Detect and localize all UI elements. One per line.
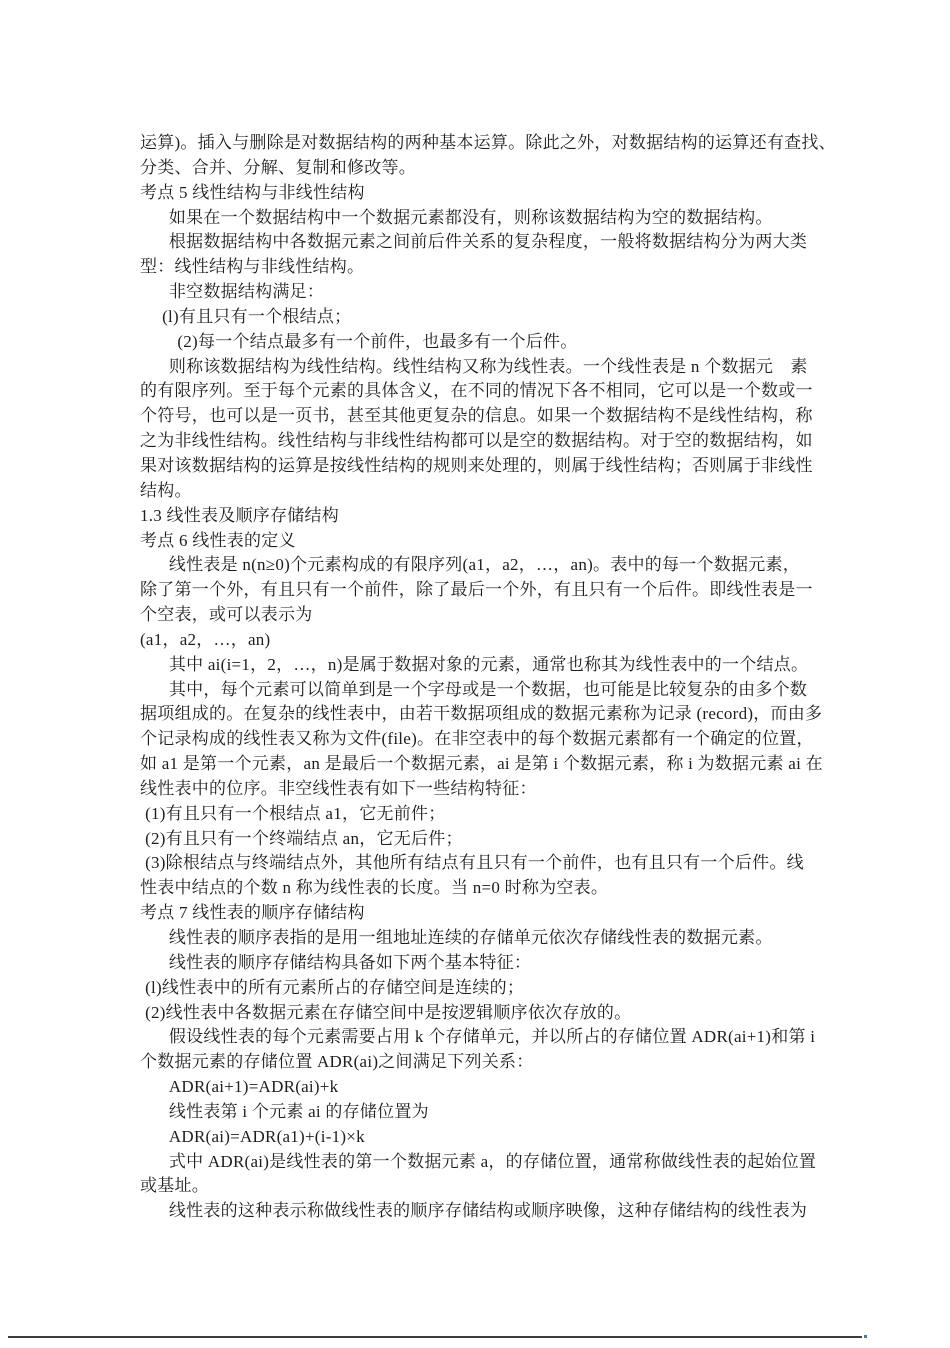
text-line: 考点 5 线性结构与非线性结构 — [140, 182, 365, 202]
text-line: 如 a1 是第一个元素，an 是最后一个数据元素，ai 是第 i 个数据元素，称 i 为数据元素 ai 在 — [140, 754, 823, 774]
text-line: 或基址。 — [140, 1176, 209, 1196]
text-line: 线性表的顺序存储结构具备如下两个基本特征： — [168, 952, 532, 972]
text-line: 性表中结点的个数 n 称为线性表的长度。当 n=0 时称为空表。 — [140, 878, 609, 898]
text-line: 其中，每个元素可以简单到是一个字母或是一个数据，也可能是比较复杂的由多个数 — [168, 679, 808, 699]
text-line: ADR(ai+1)=ADR(ai)+k — [168, 1077, 339, 1097]
text-line: 考点 7 线性表的顺序存储结构 — [140, 903, 365, 923]
text-line: 个记录构成的线性表又称为文件(file)。在非空表中的每个数据元素都有一个确定的位置， — [140, 729, 814, 749]
text-line: 个符号，也可以是一页书，甚至其他更复杂的信息。如果一个数据结构不是线性结构，称 — [140, 406, 813, 426]
footer-rule — [8, 1336, 862, 1338]
text-line: 线性表的顺序表指的是用一组地址连续的存储单元依次存储线性表的数据元素。 — [168, 928, 773, 947]
text-line: 线性表第 i 个元素 ai 的存储位置为 — [168, 1101, 429, 1121]
text-line: 分类、合并、分解、复制和修改等。 — [140, 157, 416, 177]
text-line: (a1，a2，…，an) — [140, 629, 271, 649]
text-line: 线性表是 n(n≥0)个元素构成的有限序列(a1，a2，…，an)。表中的每一个数据元素， — [168, 555, 801, 575]
text-line: (l)线性表中的所有元素所占的存储空间是连续的； — [145, 977, 525, 997]
text-line: (l)有且只有一个根结点； — [162, 306, 352, 326]
text-line: 非空数据结构满足： — [168, 282, 325, 302]
text-line: ADR(ai)=ADR(a1)+(i-1)×k — [168, 1126, 365, 1146]
text-line: 则称该数据结构为线性结构。线性结构又称为线性表。一个线性表是 n 个数据元 素 — [168, 356, 808, 376]
text-line: 考点 6 线性表的定义 — [140, 530, 296, 550]
document-body — [140, 131, 834, 1224]
text-line: 果对该数据结构的运算是按线性结构的规则来处理的，则属于线性结构；否则属于非线性 — [140, 455, 813, 475]
text-line: (2)有且只有一个终端结点 an，它无后件； — [145, 828, 463, 848]
text-line: (1)有且只有一个根结点 a1，它无前件； — [145, 803, 446, 823]
text-line: 据项组成的。在复杂的线性表中，由若干数据项组成的数据元素称为记录 (record)，而由多 — [140, 704, 823, 724]
text-line: 运算)。插入与删除是对数据结构的两种基本运算。除此之外，对数据结构的运算还有查找、 — [140, 133, 836, 152]
text-line: 个空表，或可以表示为 — [140, 605, 313, 625]
text-line: (3)除根结点与终端结点外，其他所有结点有且只有一个前件，也有且只有一个后件。线 — [145, 853, 804, 873]
text-line: 如果在一个数据结构中一个数据元素都没有，则称该数据结构为空的数据结构。 — [168, 207, 773, 227]
text-line: 型：线性结构与非线性结构。 — [140, 257, 365, 277]
text-line: 式中 ADR(ai)是线性表的第一个数据元素 a，的存储位置，通常称做线性表的起始位置 — [168, 1151, 817, 1171]
text-line: 的有限序列。至于每个元素的具体含义，在不同的情况下各不相同，它可以是一个数或一 — [140, 381, 813, 401]
text-line: (2)每一个结点最多有一个前件，也最多有一个后件。 — [177, 331, 578, 351]
text-line: 除了第一个外，有且只有一个前件，除了最后一个外，有且只有一个后件。即线性表是一 — [140, 580, 813, 600]
text-line: 根据数据结构中各数据元素之间前后件关系的复杂程度，一般将数据结构分为两大类 — [168, 232, 808, 252]
text-line: 线性表的这种表示称做线性表的顺序存储结构或顺序映像，这种存储结构的线性表为 — [168, 1201, 808, 1221]
text-line: 之为非线性结构。线性结构与非线性结构都可以是空的数据结构。对于空的数据结构，如 — [140, 431, 813, 451]
text-line: 假设线性表的每个元素需要占用 k 个存储单元，并以所占的存储位置 ADR(ai+1)和第 i — [168, 1027, 816, 1047]
text-line: (2)线性表中各数据元素在存储空间中是按逻辑顺序依次存放的。 — [145, 1002, 632, 1022]
text-line: 其中 ai(i=1，2，…，n)是属于数据对象的元素，通常也称其为线性表中的一个结点。 — [168, 654, 809, 674]
text-line: 结构。 — [140, 480, 192, 500]
footer-rule-end-dot — [864, 1335, 867, 1338]
text-line: 个数据元素的存储位置 ADR(ai)之间满足下列关系： — [140, 1052, 534, 1072]
text-line: 线性表中的位序。非空线性表有如下一些结构特征： — [140, 778, 537, 798]
text-line: 1.3 线性表及顺序存储结构 — [140, 505, 339, 525]
